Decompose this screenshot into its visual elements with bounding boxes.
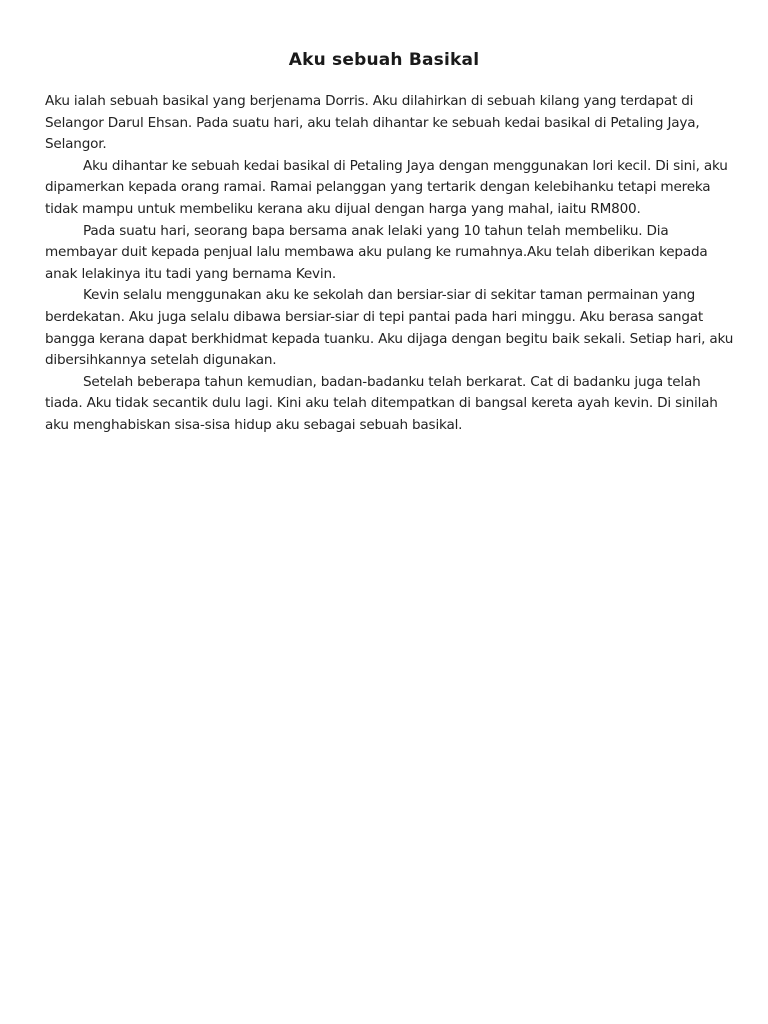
paragraph-2: Aku dihantar ke sebuah kedai basikal di Petaling Jaya dengan menggunakan lori kecil. Di sini, aku dipamerkan kepada orang ramai. Ramai pelanggan yang tertarik dengan kelebihanku tetapi mereka tidak mampu untuk membeliku kerana aku dijual dengan harga yang mahal, iaitu RM800.	[45, 157, 728, 217]
document-title: Aku sebuah Basikal	[288, 50, 480, 70]
paragraph-4: Kevin selalu menggunakan aku ke sekolah dan bersiar-siar di sekitar taman permainan yang berdekatan. Aku juga selalu dibawa bersiar-siar di tepi pantai pada hari minggu. Aku berasa sangat bangga kerana dapat berkhidmat kepada tuanku. Aku dijaga dengan begitu baik sekali. Setiap hari, aku dibersihkannya setelah digunakan.	[45, 287, 734, 369]
document-body	[45, 91, 735, 437]
paragraph-3: Pada suatu hari, seorang bapa bersama anak lelaki yang 10 tahun telah membeliku. Dia membayar duit kepada penjual lalu membawa aku pulang ke rumahnya.Aku telah diberikan kepada anak lelakinya itu tadi yang bernama Kevin.	[45, 222, 708, 282]
paragraph-1: Aku ialah sebuah basikal yang berjenama Dorris. Aku dilahirkan di sebuah kilang yang terdapat di Selangor Darul Ehsan. Pada suatu hari, aku telah dihantar ke sebuah kedai basikal di Petaling Jaya, Selangor.	[45, 93, 700, 153]
paragraph-5: Setelah beberapa tahun kemudian, badan-badanku telah berkarat. Cat di badanku juga telah tiada. Aku tidak secantik dulu lagi. Kini aku telah ditempatkan di bangsal kereta ayah kevin. Di sinilah aku menghabiskan sisa-sisa hidup aku sebagai sebuah basikal.	[45, 373, 718, 433]
